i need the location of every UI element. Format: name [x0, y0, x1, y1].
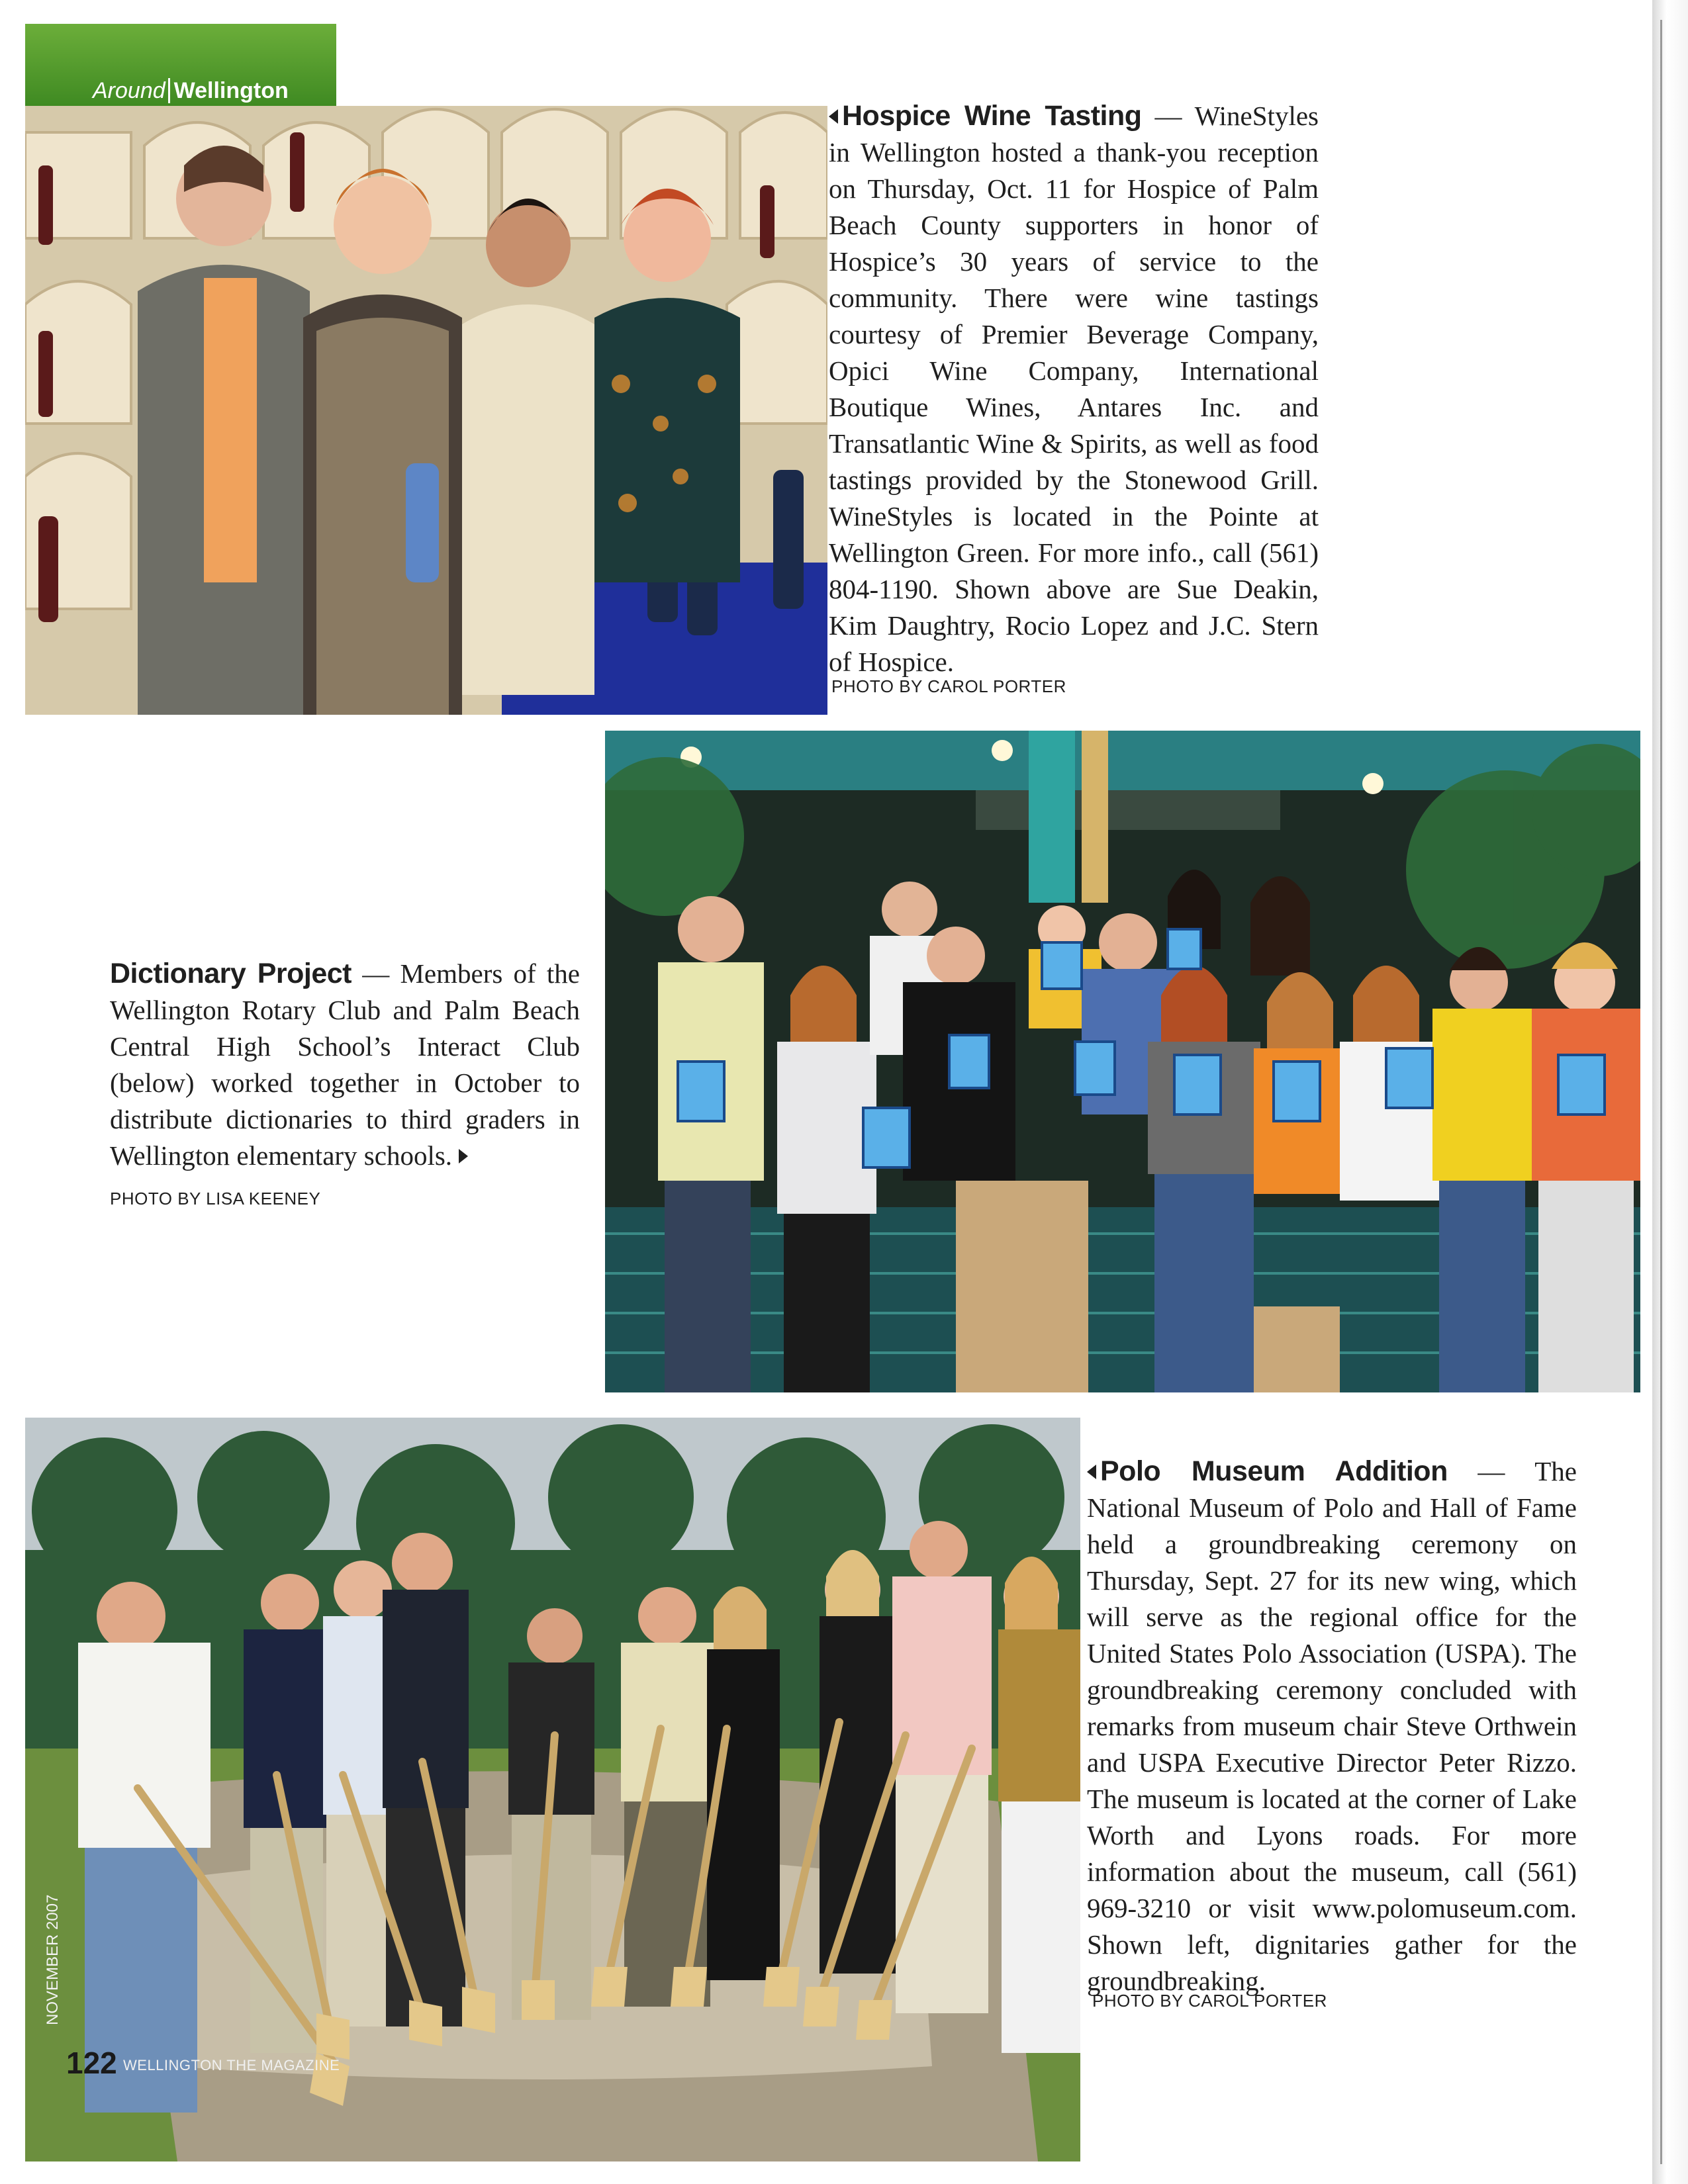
polo-article-text	[1087, 1453, 1577, 1999]
polo-article-title: Polo Museum Addition	[1100, 1455, 1448, 1487]
section-name: Wellington	[168, 78, 289, 103]
polo-article-body: — The National Museum of Polo and Hall of Fame held a groundbreaking ceremony on Thursday, Sept. 27 for its new wing, which will serve as the regional office for the United States Polo Association (USPA). The groundbreaking ceremony concluded with remarks from museum chair Steve Orthwein and USPA Executive Director Peter Rizzo. The museum is located at the corner of Lake Worth and Lyons roads. For more information about the museum, call (561) 969-3210 or visit www.polomuseum.com. Shown left, dignitaries gather for the groundbreaking.	[1087, 1456, 1577, 1996]
polo-article	[1087, 1453, 1577, 1999]
dictionary-photo-credit: PHOTO BY LISA KEENEY	[110, 1189, 321, 1208]
hospice-wine-tasting-photo	[25, 106, 827, 715]
hospice-photo-credit: PHOTO BY CAROL PORTER	[831, 676, 1066, 696]
page-edge	[1652, 0, 1688, 2184]
arrow-right-icon	[459, 1149, 468, 1163]
dictionary-article-body: — Members of the Wellington Rotary Club and Palm Beach Central High School’s Interact Club (below) worked together in October to distribute dictionaries to third graders in Wellington elementary schools.	[110, 958, 581, 1171]
polo-photo-credit: PHOTO BY CAROL PORTER	[1092, 1991, 1327, 2011]
hospice-article-text	[829, 98, 1319, 680]
arrow-left-icon	[829, 109, 838, 124]
magazine-name: WELLINGTON THE MAGAZINE	[123, 2057, 340, 2073]
hospice-article-title: Hospice Wine Tasting	[842, 100, 1142, 132]
hospice-article	[829, 98, 1319, 680]
dictionary-article	[110, 956, 580, 1174]
section-header	[93, 78, 289, 104]
hospice-article-body: — WineStyles in Wellington hosted a thank-you reception on Thursday, Oct. 11 for Hospice of Palm Beach County supporters in honor of Hospice’s 30 years of service to the community. There were wine tastings courtesy of Premier Beverage Company, Opici Wine Company, International Boutique Wines, Antares Inc. and Transatlantic Wine & Spirits, as well as food tastings provided by the Stonewood Grill. WineStyles is located in the Pointe at Wellington Green. For more info., call (561) 804-1190. Shown above are Sue Deakin, Kim Daughtry, Rocio Lopez and J.C. Stern of Hospice.	[829, 101, 1319, 677]
issue-date: NOVEMBER 2007	[44, 1894, 62, 2025]
dictionary-article-title: Dictionary Project	[110, 958, 352, 989]
polo-museum-groundbreaking-photo	[25, 1418, 1080, 2161]
page-binding-line	[1660, 20, 1662, 2164]
dictionary-project-photo	[605, 731, 1640, 1392]
dictionary-article-text	[110, 956, 580, 1174]
arrow-left-icon	[1087, 1465, 1096, 1479]
section-prefix: Around	[93, 78, 165, 103]
page-number: 122	[66, 2046, 117, 2080]
